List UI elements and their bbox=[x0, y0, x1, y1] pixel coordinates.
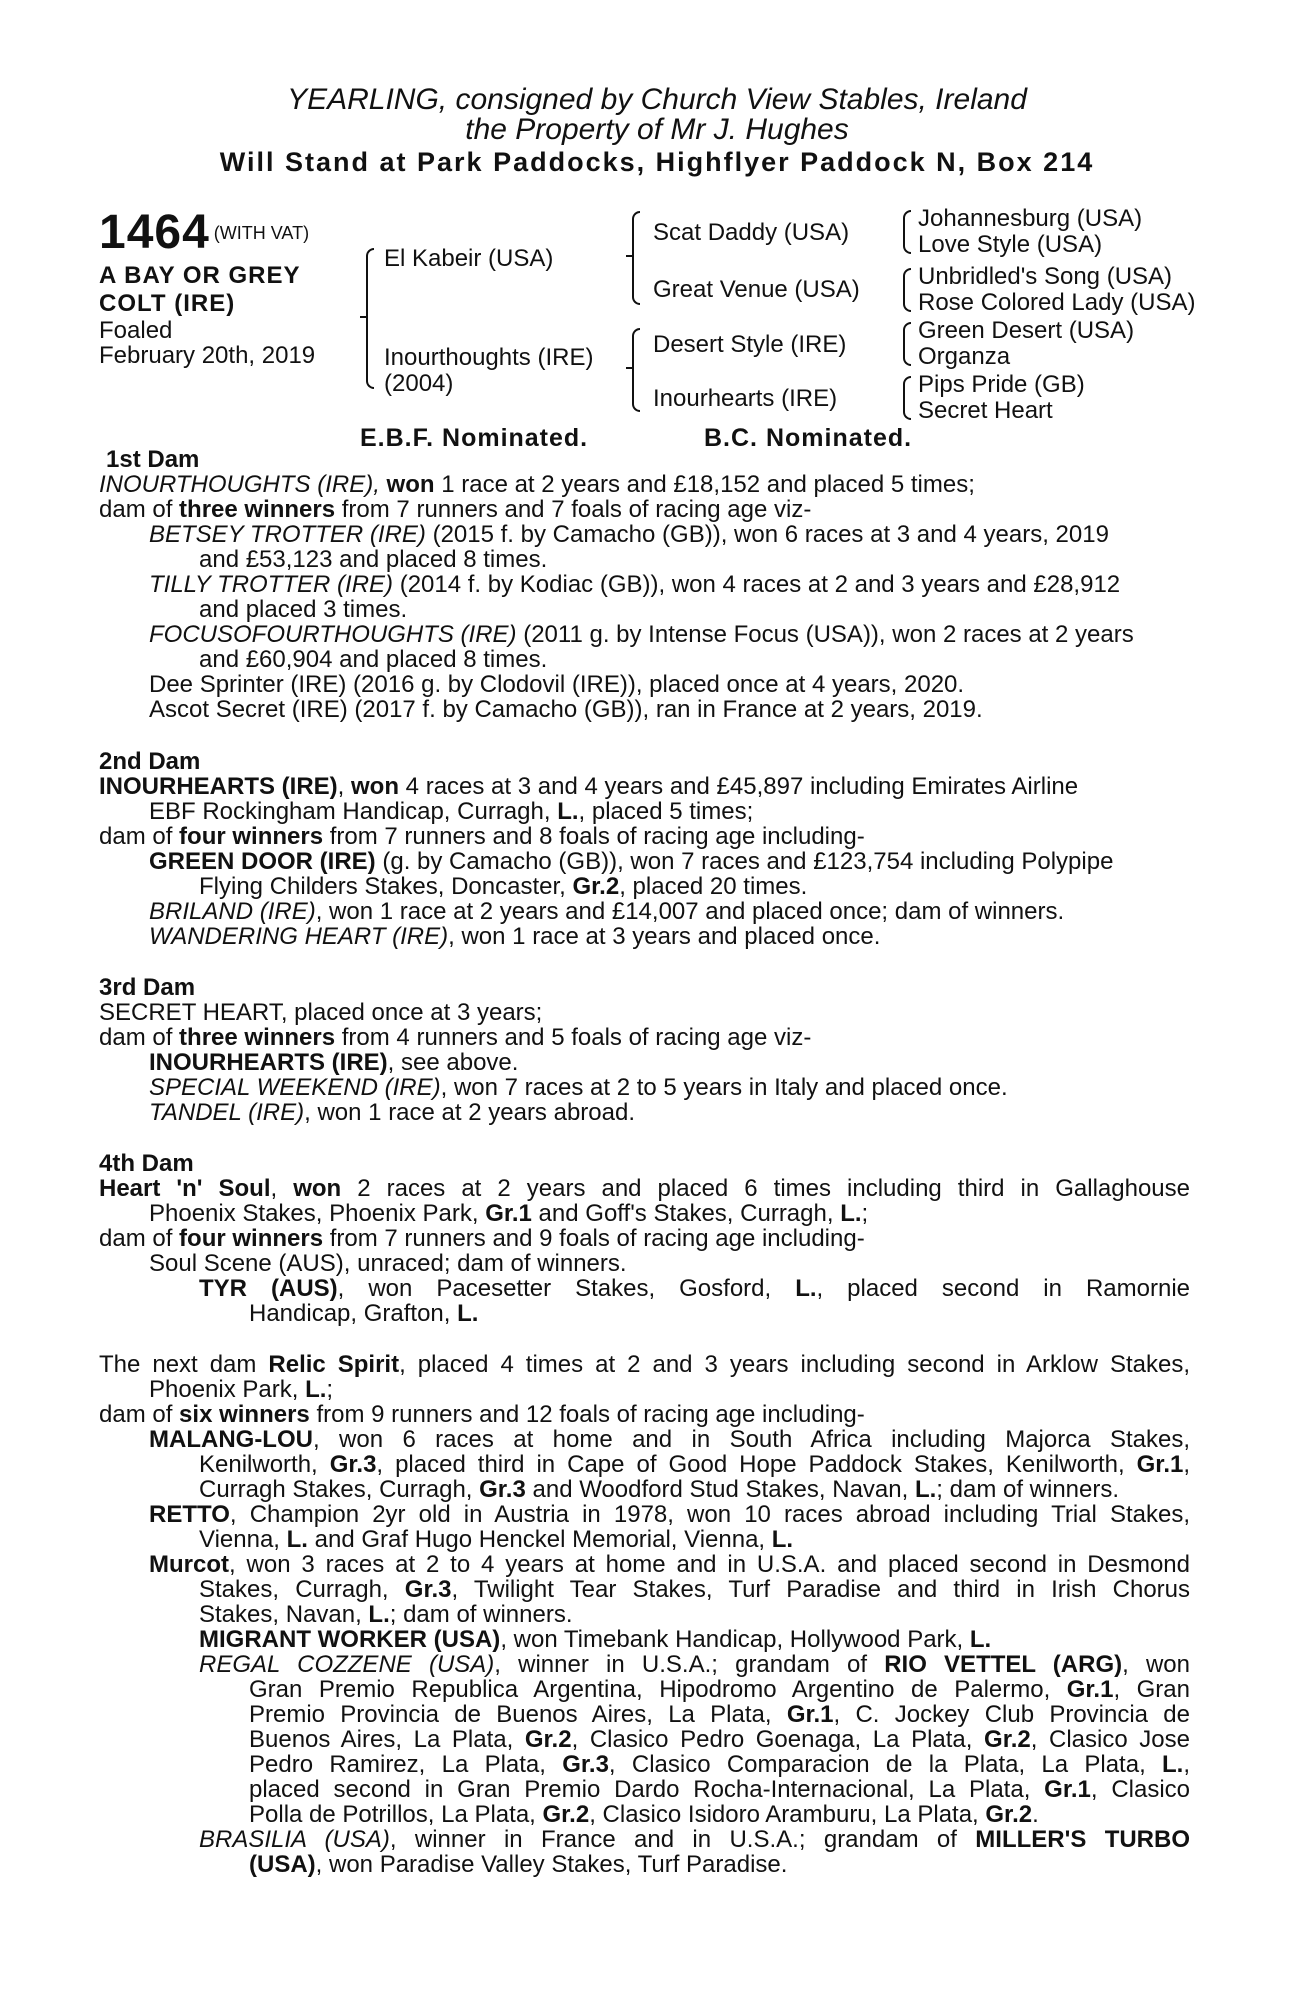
dam3-foal: INOURHEARTS (IRE), see above. bbox=[149, 1049, 519, 1076]
stand-line: Will Stand at Park Paddocks, Highflyer Paddock N, Box 214 bbox=[219, 147, 1095, 177]
dam5-foal-cont: Stakes, Curragh, Gr.3, Twilight Tear Stakes, Turf Paradise and third in Irish Chorus bbox=[199, 1576, 1191, 1603]
dam5-grandfoal: REGAL COZZENE (USA), winner in U.S.A.; grandam of RIO VETTEL (ARG), won bbox=[199, 1651, 1191, 1678]
gen3-1: Johannesburg (USA) bbox=[918, 205, 1143, 232]
pedigree-brace-main bbox=[366, 248, 374, 389]
dam4-line: Heart 'n' Soul, won 2 races at 2 years and placed 6 times including third in Gallaghouse bbox=[99, 1175, 1191, 1202]
gen3-4: Rose Colored Lady (USA) bbox=[918, 289, 1196, 316]
gen3-5: Green Desert (USA) bbox=[918, 317, 1135, 344]
gen3-2: Love Style (USA) bbox=[918, 231, 1103, 258]
dam2-line: INOURHEARTS (IRE), won 4 races at 3 and 4 years and £45,897 including Emirates Airline bbox=[99, 773, 1079, 800]
dam4-foal: Soul Scene (AUS), unraced; dam of winners. bbox=[149, 1250, 627, 1277]
dam-name: Inourthoughts (IRE) bbox=[384, 344, 594, 371]
dam5-line: The next dam Relic Spirit, placed 4 times at 2 and 3 years including second in Arklow Stakes, bbox=[99, 1351, 1191, 1378]
dam1-heading: 1st Dam bbox=[106, 446, 200, 473]
pedigree-brace-g12 bbox=[903, 210, 911, 254]
brace-point bbox=[626, 255, 634, 257]
dam5-foal-cont: Curragh Stakes, Curragh, Gr.3 and Woodford Stud Stakes, Navan, L.; dam of winners. bbox=[199, 1476, 1120, 1503]
dam1-foal: FOCUSOFOURTHOUGHTS (IRE) (2011 g. by Intense Focus (USA)), won 2 races at 2 years bbox=[149, 621, 1134, 648]
lot-number: 1464 (WITH VAT) bbox=[99, 206, 310, 259]
brace-point bbox=[360, 316, 368, 318]
dam2-foal: WANDERING HEART (IRE), won 1 race at 3 years and placed once. bbox=[149, 923, 881, 950]
dam5-foal-cont: Kenilworth, Gr.3, placed third in Cape of Good Hope Paddock Stakes, Kenilworth, Gr.1, bbox=[199, 1451, 1191, 1478]
pedigree-brace-sire bbox=[632, 211, 640, 305]
dam4-line: Phoenix Stakes, Phoenix Park, Gr.1 and Goff's Stakes, Curragh, L.; bbox=[149, 1200, 869, 1227]
dam4-heading: 4th Dam bbox=[99, 1150, 194, 1177]
dam1-foal-cont: and £60,904 and placed 8 times. bbox=[199, 646, 548, 673]
dam2-line: dam of four winners from 7 runners and 8 foals of racing age including- bbox=[99, 823, 865, 850]
brace-point bbox=[626, 367, 634, 369]
dam2-foal: BRILAND (IRE), won 1 race at 2 years and £14,007 and placed once; dam of winners. bbox=[149, 898, 1065, 925]
dam5-grandfoal: MIGRANT WORKER (USA), won Timebank Handicap, Hollywood Park, L. bbox=[199, 1626, 992, 1653]
dam1-foal-cont: and £53,123 and placed 8 times. bbox=[199, 546, 548, 573]
dam3-line: dam of three winners from 4 runners and 5 foals of racing age viz- bbox=[99, 1024, 812, 1051]
pedigree-brace-dam bbox=[632, 328, 640, 412]
gen3-8: Secret Heart bbox=[918, 397, 1053, 424]
dam2-foal-cont: Flying Childers Stakes, Doncaster, Gr.2, placed 20 times. bbox=[199, 873, 808, 900]
dam3-line: SECRET HEART, placed once at 3 years; bbox=[99, 999, 543, 1026]
dam3-foal: TANDEL (IRE), won 1 race at 2 years abroad. bbox=[149, 1099, 635, 1126]
ebf-nominated: E.B.F. Nominated. bbox=[360, 424, 589, 452]
dam1-foal: Ascot Secret (IRE) (2017 f. by Camacho (GB)), ran in France at 2 years, 2019. bbox=[149, 696, 983, 723]
horse-name-line2: COLT (IRE) bbox=[99, 290, 236, 317]
dam-dam: Inourhearts (IRE) bbox=[653, 385, 838, 412]
dam1-foal: BETSEY TROTTER (IRE) (2015 f. by Camacho (GB)), won 6 races at 3 and 4 years, 2019 bbox=[149, 521, 1109, 548]
dam-year: (2004) bbox=[384, 370, 454, 397]
dam5-grandfoal-cont: Polla de Potrillos, La Plata, Gr.2, Clasico Isidoro Aramburu, La Plata, Gr.2. bbox=[249, 1801, 1039, 1828]
gen3-3: Unbridled's Song (USA) bbox=[918, 263, 1173, 290]
dam-sire: Desert Style (IRE) bbox=[653, 331, 847, 358]
consignor-line: YEARLING, consigned by Church View Stables, Ireland bbox=[287, 83, 1027, 116]
dam5-grandfoal-cont: Premio Provincia de Buenos Aires, La Plata, Gr.1, C. Jockey Club Provincia de bbox=[249, 1701, 1190, 1728]
pedigree-brace-g78 bbox=[903, 376, 911, 420]
dam5-foal-cont: Vienna, L. and Graf Hugo Henckel Memorial, Vienna, L. bbox=[199, 1526, 794, 1553]
dam1-foal: TILLY TROTTER (IRE) (2014 f. by Kodiac (GB)), won 4 races at 2 and 3 years and £28,912 bbox=[149, 571, 1121, 598]
property-line: the Property of Mr J. Hughes bbox=[465, 113, 849, 146]
pedigree-brace-g34 bbox=[903, 268, 911, 312]
gen3-6: Organza bbox=[918, 343, 1011, 370]
dam1-foal: Dee Sprinter (IRE) (2016 g. by Clodovil (IRE)), placed once at 4 years, 2020. bbox=[149, 671, 965, 698]
dam5-grandfoal-cont: Buenos Aires, La Plata, Gr.2, Clasico Pedro Goenaga, La Plata, Gr.2, Clasico Jose bbox=[249, 1726, 1190, 1753]
dam4-line: dam of four winners from 7 runners and 9 foals of racing age including- bbox=[99, 1225, 865, 1252]
dam5-line: Phoenix Park, L.; bbox=[149, 1376, 334, 1403]
dam4-grandfoal: TYR (AUS), won Pacesetter Stakes, Gosford, L., placed second in Ramornie bbox=[199, 1275, 1191, 1302]
pedigree-brace-g56 bbox=[903, 322, 911, 366]
dam2-foal: GREEN DOOR (IRE) (g. by Camacho (GB)), won 7 races and £123,754 including Polypipe bbox=[149, 848, 1114, 875]
dam5-grandfoal-cont: Gran Premio Republica Argentina, Hipodromo Argentino de Palermo, Gr.1, Gran bbox=[249, 1676, 1190, 1703]
dam3-heading: 3rd Dam bbox=[99, 974, 196, 1001]
foaled-label: Foaled bbox=[99, 317, 173, 344]
dam2-heading: 2nd Dam bbox=[99, 748, 201, 775]
dam5-foal: MALANG-LOU, won 6 races at home and in South Africa including Majorca Stakes, bbox=[149, 1426, 1190, 1453]
sire-sire: Scat Daddy (USA) bbox=[653, 219, 850, 246]
dam1-line: INOURTHOUGHTS (IRE), won 1 race at 2 years and £18,152 and placed 5 times; bbox=[99, 471, 975, 498]
dam5-grandfoal-cont: Pedro Ramirez, La Plata, Gr.3, Clasico Comparacion de la Plata, La Plata, L., bbox=[249, 1751, 1191, 1778]
dam5-foal: RETTO, Champion 2yr old in Austria in 1978, won 10 races abroad including Trial Stakes, bbox=[149, 1501, 1190, 1528]
dam1-foal-cont: and placed 3 times. bbox=[199, 596, 408, 623]
dam1-line: dam of three winners from 7 runners and 7 foals of racing age viz- bbox=[99, 496, 812, 523]
gen3-7: Pips Pride (GB) bbox=[918, 371, 1085, 398]
dam5-foal: Murcot, won 3 races at 2 to 4 years at home and in U.S.A. and placed second in Desmond bbox=[149, 1551, 1190, 1578]
dam5-grandfoal: BRASILIA (USA), winner in France and in U.S.A.; grandam of MILLER'S TURBO bbox=[199, 1826, 1191, 1853]
vat-label: (WITH VAT) bbox=[213, 223, 310, 243]
foaled-date: February 20th, 2019 bbox=[99, 342, 316, 369]
bc-nominated: B.C. Nominated. bbox=[704, 424, 913, 452]
dam5-line: dam of six winners from 9 runners and 12 foals of racing age including- bbox=[99, 1401, 865, 1428]
sire-name: El Kabeir (USA) bbox=[384, 245, 554, 272]
dam4-grandfoal-cont: Handicap, Grafton, L. bbox=[249, 1300, 479, 1327]
dam5-grandfoal-cont: (USA), won Paradise Valley Stakes, Turf Paradise. bbox=[249, 1851, 788, 1878]
sire-dam: Great Venue (USA) bbox=[653, 276, 860, 303]
dam3-foal: SPECIAL WEEKEND (IRE), won 7 races at 2 to 5 years in Italy and placed once. bbox=[149, 1074, 1008, 1101]
dam5-foal-cont: Stakes, Navan, L.; dam of winners. bbox=[199, 1601, 573, 1628]
dam5-grandfoal-cont: placed second in Gran Premio Dardo Rocha-Internacional, La Plata, Gr.1, Clasico bbox=[249, 1776, 1191, 1803]
horse-name-line1: A BAY OR GREY bbox=[99, 262, 301, 289]
dam2-line: EBF Rockingham Handicap, Curragh, L., placed 5 times; bbox=[149, 798, 754, 825]
